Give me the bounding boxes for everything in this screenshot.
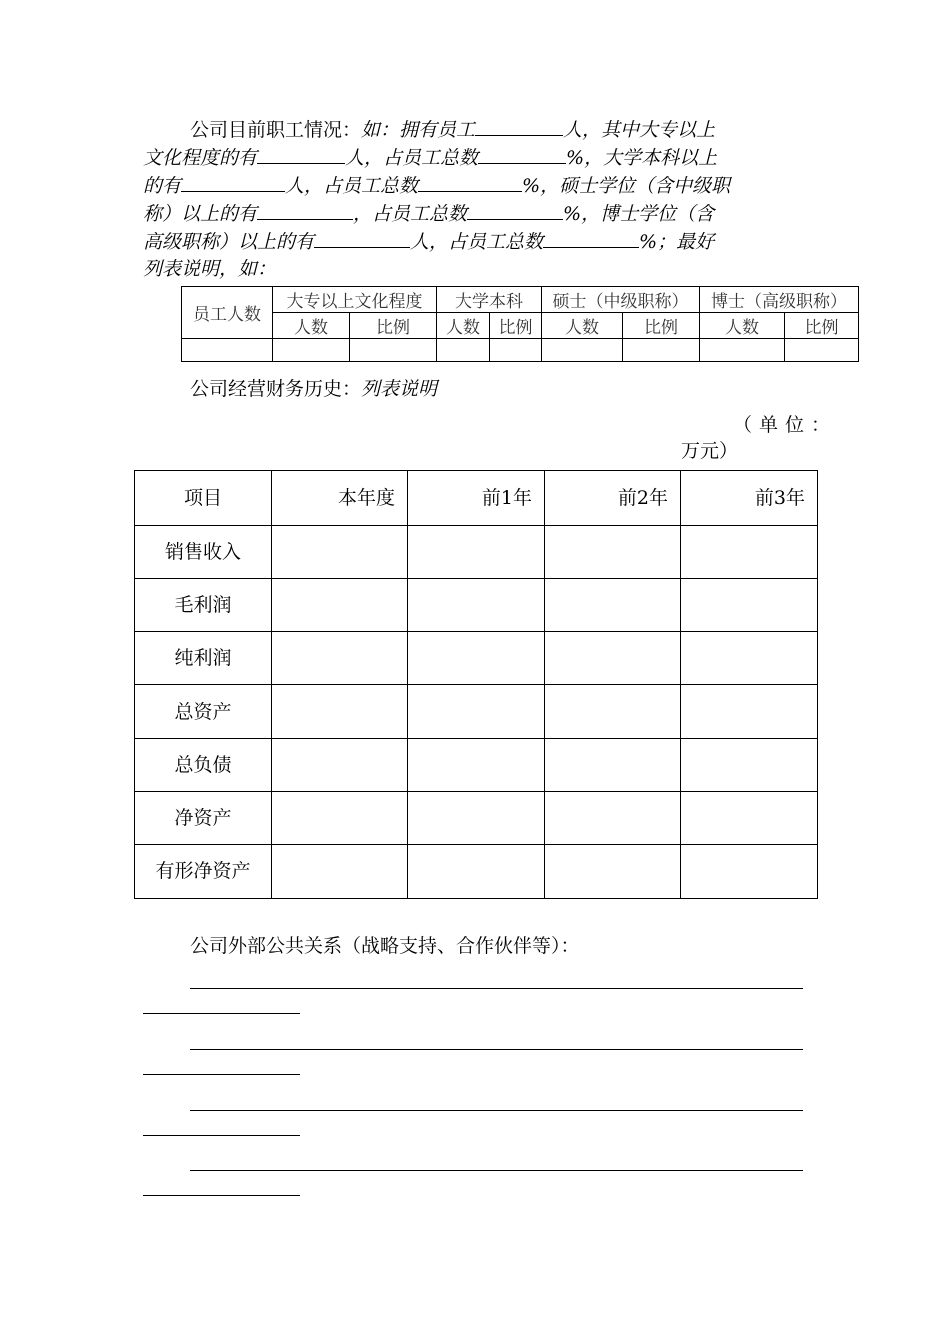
blank-college-count[interactable] bbox=[257, 144, 345, 164]
finance-row-label: 净资产 bbox=[135, 791, 272, 844]
finance-cell[interactable] bbox=[272, 791, 408, 844]
finance-cell[interactable] bbox=[545, 579, 681, 632]
finance-row-label: 有形净资产 bbox=[135, 844, 272, 898]
staff-sub-header: 人数 bbox=[273, 313, 350, 339]
blank-total-staff[interactable] bbox=[475, 116, 563, 136]
blank-doctor-ratio[interactable] bbox=[543, 228, 639, 248]
finance-unit-1: （单位： bbox=[733, 414, 838, 436]
staff-cell[interactable] bbox=[273, 339, 350, 362]
relations-blank-line-2-cont[interactable] bbox=[143, 1074, 300, 1075]
finance-cell[interactable] bbox=[408, 685, 545, 738]
finance-cell[interactable] bbox=[272, 526, 408, 579]
blank-bachelor-count[interactable] bbox=[181, 172, 285, 192]
finance-cell[interactable] bbox=[681, 844, 818, 898]
finance-cell[interactable] bbox=[272, 844, 408, 898]
finance-cell[interactable] bbox=[681, 738, 818, 791]
finance-row-label: 毛利润 bbox=[135, 579, 272, 632]
finance-header-prev1: 前1年 bbox=[408, 471, 545, 526]
staff-cell[interactable] bbox=[490, 339, 542, 362]
finance-cell[interactable] bbox=[272, 579, 408, 632]
blank-master-ratio[interactable] bbox=[467, 200, 563, 220]
staff-row-header: 员工人数 bbox=[182, 287, 273, 339]
finance-cell[interactable] bbox=[408, 738, 545, 791]
finance-cell[interactable] bbox=[681, 632, 818, 685]
finance-row-label: 总资产 bbox=[135, 685, 272, 738]
finance-cell[interactable] bbox=[681, 579, 818, 632]
staff-sub-header: 人数 bbox=[437, 313, 490, 339]
finance-cell[interactable] bbox=[681, 526, 818, 579]
finance-cell[interactable] bbox=[408, 579, 545, 632]
finance-cell[interactable] bbox=[272, 632, 408, 685]
staff-line-3: 的有 人，占员工总数 %，硕士学位（含中级职 bbox=[143, 172, 813, 200]
relations-heading: 公司外部公共关系（战略支持、合作伙伴等）： bbox=[190, 935, 580, 957]
relations-blank-line-3-cont[interactable] bbox=[143, 1135, 300, 1136]
staff-cell[interactable] bbox=[437, 339, 490, 362]
staff-cell[interactable] bbox=[350, 339, 437, 362]
finance-cell[interactable] bbox=[681, 685, 818, 738]
relations-blank-line-2[interactable] bbox=[190, 1049, 803, 1050]
staff-group-master: 硕士（中级职称） bbox=[542, 287, 700, 313]
relations-blank-line-1-cont[interactable] bbox=[143, 1013, 300, 1014]
finance-cell[interactable] bbox=[408, 526, 545, 579]
staff-table bbox=[181, 286, 859, 362]
relations-blank-line-4-cont[interactable] bbox=[143, 1195, 300, 1196]
finance-unit-2: 万元） bbox=[681, 440, 739, 462]
staff-sub-header: 比例 bbox=[623, 313, 700, 339]
finance-header-prev2: 前2年 bbox=[545, 471, 681, 526]
staff-line-4: 称）以上的有 ，占员工总数 %，博士学位（含 bbox=[143, 200, 813, 228]
staff-group-college: 大专以上文化程度 bbox=[273, 287, 437, 313]
finance-cell[interactable] bbox=[545, 526, 681, 579]
staff-sub-header: 人数 bbox=[542, 313, 623, 339]
staff-paragraph bbox=[143, 116, 813, 283]
staff-sub-header: 比例 bbox=[350, 313, 437, 339]
finance-cell[interactable] bbox=[408, 844, 545, 898]
blank-bachelor-ratio[interactable] bbox=[418, 172, 522, 192]
finance-row-label: 销售收入 bbox=[135, 526, 272, 579]
finance-cell[interactable] bbox=[545, 844, 681, 898]
blank-master-count[interactable] bbox=[257, 200, 353, 220]
finance-cell[interactable] bbox=[545, 632, 681, 685]
blank-doctor-count[interactable] bbox=[314, 228, 410, 248]
staff-line-5: 高级职称）以上的有 人，占员工总数 %；最好 bbox=[143, 228, 813, 256]
finance-cell[interactable] bbox=[272, 685, 408, 738]
staff-sub-header: 比例 bbox=[490, 313, 542, 339]
staff-sub-header: 人数 bbox=[700, 313, 785, 339]
staff-group-bachelor: 大学本科 bbox=[437, 287, 542, 313]
staff-cell[interactable] bbox=[785, 339, 859, 362]
blank-college-ratio[interactable] bbox=[478, 144, 566, 164]
finance-heading: 公司经营财务历史：列表说明 bbox=[190, 378, 438, 400]
staff-lead: 公司目前职工情况： bbox=[190, 119, 362, 141]
staff-line-2: 文化程度的有 人，占员工总数 %，大学本科以上 bbox=[143, 144, 813, 172]
finance-row-label: 纯利润 bbox=[135, 632, 272, 685]
finance-cell[interactable] bbox=[545, 738, 681, 791]
staff-line-1: 公司目前职工情况：如：拥有员工 人，其中大专以上 bbox=[143, 116, 813, 144]
staff-cell[interactable] bbox=[623, 339, 700, 362]
finance-table bbox=[134, 470, 818, 899]
finance-header-prev3: 前3年 bbox=[681, 471, 818, 526]
finance-cell[interactable] bbox=[408, 632, 545, 685]
staff-sub-header: 比例 bbox=[785, 313, 859, 339]
relations-blank-line-1[interactable] bbox=[190, 988, 803, 989]
staff-cell[interactable] bbox=[182, 339, 273, 362]
staff-cell[interactable] bbox=[542, 339, 623, 362]
finance-cell[interactable] bbox=[545, 791, 681, 844]
staff-line-6: 列表说明，如： bbox=[143, 258, 277, 280]
finance-cell[interactable] bbox=[408, 791, 545, 844]
finance-cell[interactable] bbox=[545, 685, 681, 738]
relations-blank-line-4[interactable] bbox=[190, 1170, 803, 1171]
finance-header-item: 项目 bbox=[135, 471, 272, 526]
finance-row-label: 总负债 bbox=[135, 738, 272, 791]
finance-cell[interactable] bbox=[681, 791, 818, 844]
finance-header-current: 本年度 bbox=[272, 471, 408, 526]
staff-group-doctor: 博士（高级职称） bbox=[700, 287, 859, 313]
staff-cell[interactable] bbox=[700, 339, 785, 362]
finance-cell[interactable] bbox=[272, 738, 408, 791]
relations-blank-line-3[interactable] bbox=[190, 1110, 803, 1111]
